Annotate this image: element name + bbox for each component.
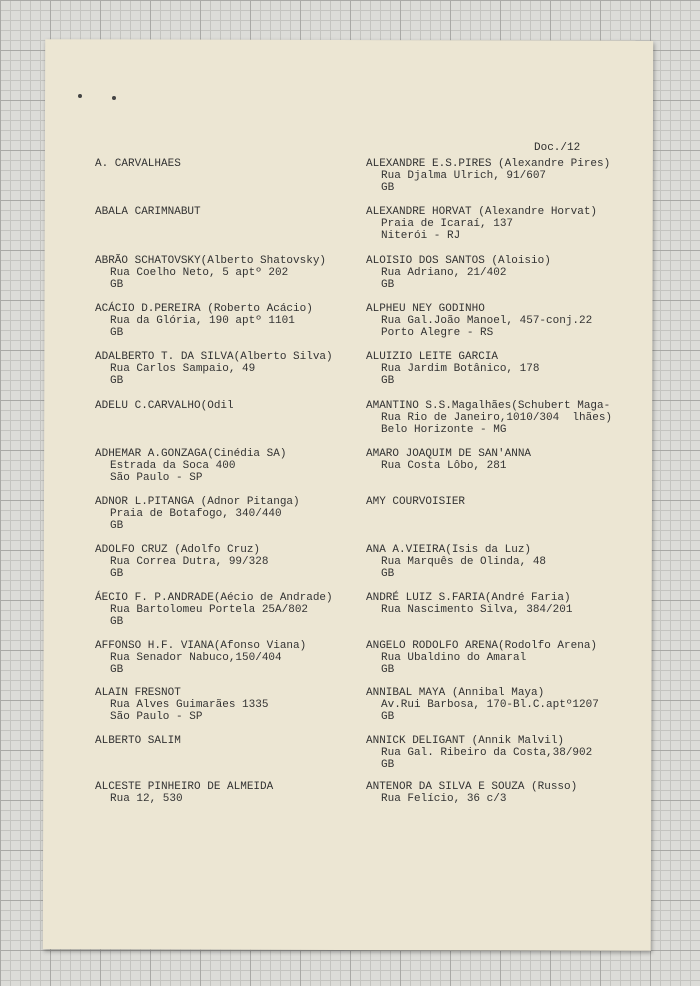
entry-address-line: GB: [381, 568, 395, 580]
entry-address-line: GB: [110, 327, 124, 339]
entry-name: ACÁCIO D.PEREIRA (Roberto Acácio): [95, 303, 313, 315]
entry-address-line: Rua Gal.João Manoel, 457-conj.22: [381, 315, 593, 327]
right-entry: [366, 735, 592, 771]
left-entry: [95, 735, 181, 747]
entry-name: ALUIZIO LEITE GARCIA: [366, 351, 499, 363]
entry-name: ADNOR L.PITANGA (Adnor Pitanga): [95, 496, 300, 508]
entry-address-line: Praia de Botafogo, 340/440: [110, 508, 282, 520]
left-entry: [95, 448, 286, 484]
right-entry: [366, 592, 572, 616]
entry-address-line: GB: [381, 375, 395, 387]
entry-address-line: Rua Marquês de Olinda, 48: [381, 556, 547, 568]
right-entry: [366, 687, 599, 723]
entry-address-line: Rua Alves Guimarães 1335: [110, 699, 269, 711]
right-entry: [366, 544, 546, 580]
entry-address-line: Porto Alegre - RS: [381, 327, 494, 339]
entry-address-line: Rua Gal. Ribeiro da Costa,38/902: [381, 747, 593, 759]
entry-address-line: Rua Felício, 36 c/3: [381, 793, 507, 805]
right-entry: [366, 351, 539, 387]
entry-name: ALPHEU NEY GODINHO: [366, 303, 485, 315]
punch-marks: [78, 92, 122, 102]
left-entry: [95, 158, 181, 170]
entry-address-line: Rua Rio de Janeiro,1010/304 lhães): [381, 412, 613, 424]
entry-name: ALBERTO SALIM: [95, 735, 181, 747]
entry-address-line: GB: [110, 520, 124, 532]
entry-address-line: Rua Bartolomeu Portela 25A/802: [110, 604, 309, 616]
entry-name: ADELU C.CARVALHO(Odil: [95, 400, 234, 412]
entry-address-line: Av.Rui Barbosa, 170-Bl.C.aptº1207: [381, 699, 599, 711]
right-entry: [366, 400, 612, 436]
left-entry: [95, 351, 333, 387]
entry-address-line: GB: [110, 616, 124, 628]
entry-address-line: Praia de Icaraí, 137: [381, 218, 514, 230]
entry-address-line: Rua da Glória, 190 aptº 1101: [110, 315, 295, 327]
entry-address-line: Rua Senador Nabuco,150/404: [110, 652, 282, 664]
right-entry: [366, 781, 577, 805]
left-entry: [95, 255, 326, 291]
entry-name: ALCESTE PINHEIRO DE ALMEIDA: [95, 781, 274, 793]
entry-address-line: Rua Adriano, 21/402: [381, 267, 507, 279]
left-entry: [95, 592, 333, 628]
entry-name: ALAIN FRESNOT: [95, 687, 181, 699]
left-entry: [95, 496, 300, 532]
entry-name: ABRÃO SCHATOVSKY(Alberto Shatovsky): [95, 255, 327, 267]
left-entry: [95, 687, 268, 723]
document-reference: Doc./12: [534, 142, 581, 154]
entry-address-line: São Paulo - SP: [110, 472, 203, 484]
right-entry: [366, 448, 531, 472]
entry-name: AMANTINO S.S.Magalhães(Schubert Maga-: [366, 400, 611, 412]
entry-name: ADHEMAR A.GONZAGA(Cinédia SA): [95, 448, 287, 460]
right-entry: [366, 640, 597, 676]
right-entry: [366, 206, 597, 242]
right-entry: [366, 255, 551, 291]
entry-name: AMARO JOAQUIM DE SAN'ANNA: [366, 448, 532, 460]
punch-mark: [78, 94, 82, 98]
entry-address-line: GB: [381, 279, 395, 291]
entry-name: ANDRÉ LUIZ S.FARIA(André Faria): [366, 592, 571, 604]
entry-name: ANNICK DELIGANT (Annik Malvil): [366, 735, 565, 747]
entry-name: ALOISIO DOS SANTOS (Aloisio): [366, 255, 551, 267]
left-entry: [95, 400, 234, 412]
entry-address-line: Rua Carlos Sampaio, 49: [110, 363, 256, 375]
entry-address-line: Rua 12, 530: [110, 793, 183, 805]
entry-address-line: GB: [381, 759, 395, 771]
entry-address-line: GB: [110, 375, 124, 387]
entry-name: ABALA CARIMNABUT: [95, 206, 201, 218]
entry-address-line: Rua Coelho Neto, 5 aptº 202: [110, 267, 289, 279]
entry-name: ANA A.VIEIRA(Isis da Luz): [366, 544, 532, 556]
left-entry: [95, 781, 273, 805]
entry-name: ALEXANDRE HORVAT (Alexandre Horvat): [366, 206, 598, 218]
punch-mark: [112, 96, 116, 100]
entry-address-line: Estrada da Soca 400: [110, 460, 236, 472]
entry-address-line: GB: [110, 664, 124, 676]
entry-name: AFFONSO H.F. VIANA(Afonso Viana): [95, 640, 307, 652]
entry-name: ANTENOR DA SILVA E SOUZA (Russo): [366, 781, 578, 793]
left-entry: [95, 640, 306, 676]
entry-address-line: GB: [381, 182, 395, 194]
right-entry: [366, 158, 610, 194]
entry-address-line: São Paulo - SP: [110, 711, 203, 723]
left-entry: [95, 206, 201, 218]
entry-name: ALEXANDRE E.S.PIRES (Alexandre Pires): [366, 158, 611, 170]
entry-address-line: Belo Horizonte - MG: [381, 424, 507, 436]
entry-address-line: GB: [110, 568, 124, 580]
entry-address-line: Rua Nascimento Silva, 384/201: [381, 604, 573, 616]
left-entry: [95, 544, 268, 580]
entry-address-line: Rua Ubaldino do Amaral: [381, 652, 527, 664]
right-entry: [366, 496, 465, 508]
entry-address-line: Rua Correa Dutra, 99/328: [110, 556, 269, 568]
entry-name: ANGELO RODOLFO ARENA(Rodolfo Arena): [366, 640, 598, 652]
entry-name: AMY COURVOISIER: [366, 496, 466, 508]
right-entry: [366, 303, 592, 339]
entry-address-line: GB: [381, 664, 395, 676]
entry-address-line: GB: [381, 711, 395, 723]
entry-name: ÁECIO F. P.ANDRADE(Aécio de Andrade): [95, 592, 333, 604]
entry-address-line: Rua Djalma Ulrich, 91/607: [381, 170, 547, 182]
entry-name: A. CARVALHAES: [95, 158, 181, 170]
entry-address-line: GB: [110, 279, 124, 291]
left-entry: [95, 303, 313, 339]
entry-name: ANNIBAL MAYA (Annibal Maya): [366, 687, 545, 699]
entry-name: ADALBERTO T. DA SILVA(Alberto Silva): [95, 351, 333, 363]
entry-address-line: Rua Costa Lôbo, 281: [381, 460, 507, 472]
entry-address-line: Rua Jardim Botânico, 178: [381, 363, 540, 375]
entry-name: ADOLFO CRUZ (Adolfo Cruz): [95, 544, 261, 556]
entry-address-line: Niterói - RJ: [381, 230, 461, 242]
